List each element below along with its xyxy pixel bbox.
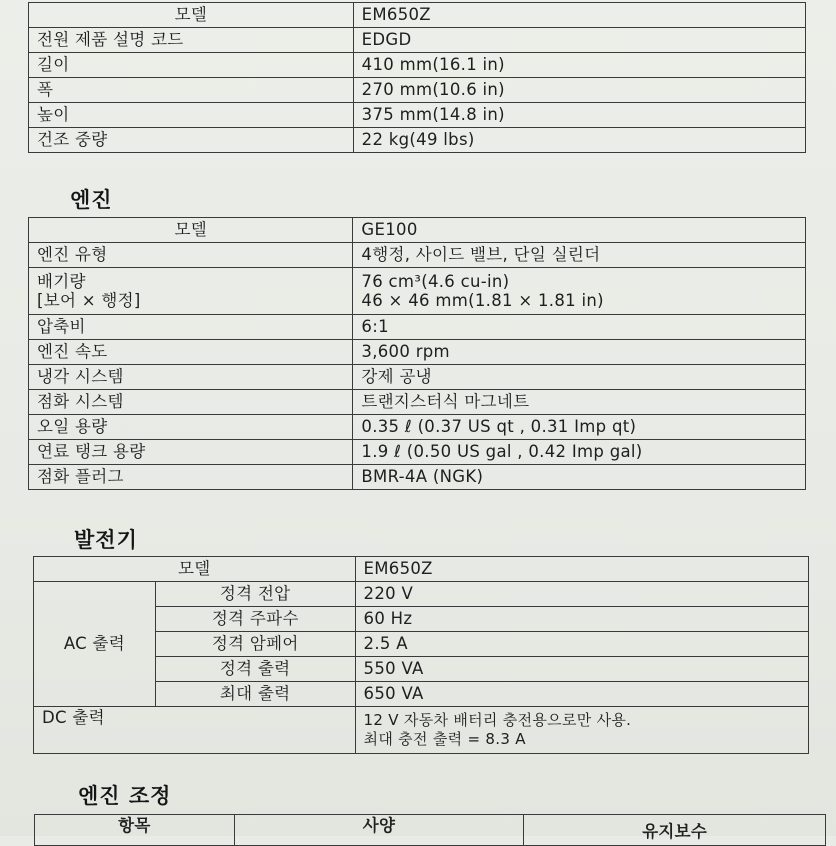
displacement-label-line1: 배기량 xyxy=(37,272,86,291)
table-row xyxy=(29,390,806,415)
generator-model-value: EM650Z xyxy=(355,557,808,582)
length-label: 길이 xyxy=(29,53,354,78)
table-row xyxy=(29,340,806,365)
rated-output-label: 정격 출력 xyxy=(155,657,355,682)
cooling-value: 강제 공냉 xyxy=(353,365,806,390)
code-value: EDGD xyxy=(353,28,805,53)
table-row xyxy=(29,465,806,490)
width-label: 폭 xyxy=(29,78,354,103)
width-value: 270 mm(10.6 in) xyxy=(353,78,805,103)
generator-model-label: 모델 xyxy=(34,557,356,582)
table-row xyxy=(29,103,806,128)
ignition-value: 트랜지스터식 마그네트 xyxy=(353,390,806,415)
table-row xyxy=(29,243,806,268)
table-row xyxy=(29,218,806,243)
dry-weight-value: 22 kg(49 lbs) xyxy=(353,128,805,153)
table-row xyxy=(29,28,806,53)
rated-ampere-value: 2.5 A xyxy=(355,632,808,657)
rated-voltage-label: 정격 전압 xyxy=(155,582,355,607)
ignition-label: 점화 시스템 xyxy=(29,390,353,415)
dc-output-line2: 최대 충전 출력 = 8.3 A xyxy=(363,730,526,748)
oil-capacity-label: 오일 용량 xyxy=(29,415,353,440)
tuning-header-spec: 사양 xyxy=(234,815,524,846)
model-value: EM650Z xyxy=(353,3,805,28)
max-output-label: 최대 출력 xyxy=(155,682,355,707)
table-row xyxy=(29,128,806,153)
dc-output-label: DC 출력 xyxy=(34,707,356,754)
bore-stroke-value: 46 × 46 mm(1.81 × 1.81 in) xyxy=(361,291,604,310)
engine-model-label: 모델 xyxy=(29,218,353,243)
spark-plug-label: 점화 플러그 xyxy=(29,465,353,490)
fuel-tank-label: 연료 탱크 용량 xyxy=(29,440,353,465)
tuning-header-maintenance: 유지보수 xyxy=(524,815,826,846)
spark-plug-value: BMR-4A (NGK) xyxy=(353,465,806,490)
engine-type-value: 4행정, 사이드 밸브, 단일 실린더 xyxy=(353,243,806,268)
displacement-value xyxy=(353,268,806,315)
table-row xyxy=(34,707,809,754)
model-label: 모델 xyxy=(29,3,354,28)
engine-model-value: GE100 xyxy=(353,218,806,243)
bore-stroke-label: [보어 × 행정] xyxy=(37,291,141,310)
generator-section-title: 발전기 xyxy=(74,528,138,552)
tuning-section-title: 엔진 조정 xyxy=(78,784,172,808)
generator-table xyxy=(33,556,809,754)
rated-ampere-label: 정격 암페어 xyxy=(155,632,355,657)
ac-output-label: AC 출력 xyxy=(34,582,156,707)
engine-type-label: 엔진 유형 xyxy=(29,243,353,268)
compression-value: 6:1 xyxy=(353,315,806,340)
length-value: 410 mm(16.1 in) xyxy=(353,53,805,78)
rated-frequency-value: 60 Hz xyxy=(355,607,808,632)
code-label: 전원 제품 설명 코드 xyxy=(29,28,354,53)
table-row xyxy=(29,268,806,315)
table-row xyxy=(29,415,806,440)
cooling-label: 냉각 시스템 xyxy=(29,365,353,390)
table-row xyxy=(29,78,806,103)
engine-table xyxy=(28,217,806,490)
engine-speed-label: 엔진 속도 xyxy=(29,340,353,365)
dc-output-value xyxy=(355,707,808,754)
dimensions-table xyxy=(28,2,806,153)
table-row xyxy=(35,815,826,846)
table-row xyxy=(34,582,809,607)
table-row xyxy=(29,53,806,78)
height-label: 높이 xyxy=(29,103,354,128)
dry-weight-label: 건조 중량 xyxy=(29,128,354,153)
height-value: 375 mm(14.8 in) xyxy=(353,103,805,128)
max-output-value: 650 VA xyxy=(355,682,808,707)
tuning-header-item: 항목 xyxy=(35,815,235,846)
rated-voltage-value: 220 V xyxy=(355,582,808,607)
table-row xyxy=(29,365,806,390)
engine-speed-value: 3,600 rpm xyxy=(353,340,806,365)
table-row xyxy=(29,3,806,28)
fuel-tank-value: 1.9 ℓ (0.50 US gal , 0.42 Imp gal) xyxy=(353,440,806,465)
tuning-table xyxy=(34,814,826,846)
rated-output-value: 550 VA xyxy=(355,657,808,682)
oil-capacity-value: 0.35 ℓ (0.37 US qt , 0.31 Imp qt) xyxy=(353,415,806,440)
displacement-value-line1: 76 cm³(4.6 cu-in) xyxy=(361,272,510,291)
displacement-label xyxy=(29,268,353,315)
table-row xyxy=(29,315,806,340)
rated-frequency-label: 정격 주파수 xyxy=(155,607,355,632)
table-row xyxy=(29,440,806,465)
table-row xyxy=(34,557,809,582)
engine-section-title: 엔진 xyxy=(70,188,113,212)
compression-label: 압축비 xyxy=(29,315,353,340)
dc-output-line1: 12 V 자동차 배터리 충전용으로만 사용. xyxy=(363,711,632,729)
